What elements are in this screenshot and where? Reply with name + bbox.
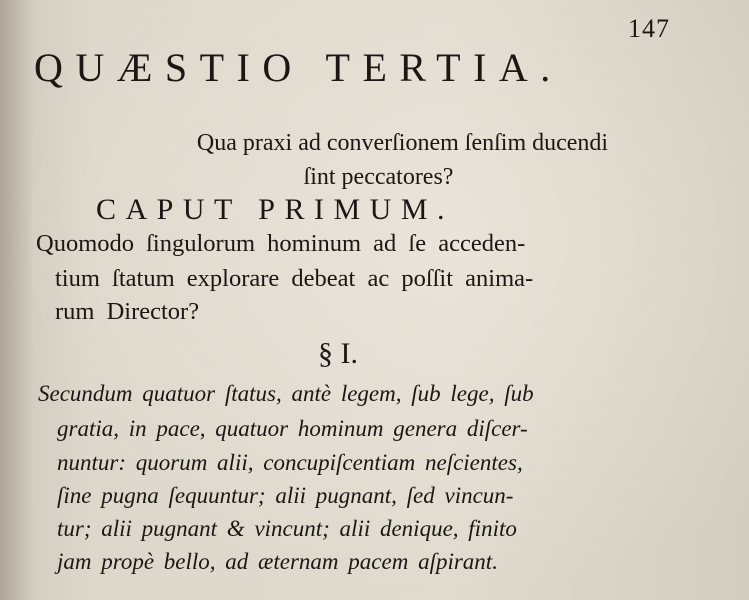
body-text-line: jam propè bello, ad æternam pacem aſpirant. [57,549,498,574]
question-subtitle-line: Qua praxi ad converſionem ſenſim ducendi [196,130,609,156]
body-text-line: tur; alii pugnant & vincunt; alii denique, finito [57,516,517,541]
chapter-question-line: tium ſtatum explorare debeat ac poſſit anima- [55,265,534,292]
question-subtitle-line: ſint peccatores? [303,164,454,190]
chapter-heading: CAPUT PRIMUM. [96,193,455,226]
page-number: 147 [628,14,670,43]
body-text-line: gratia, in pace, quatuor hominum genera diſcer- [57,416,528,441]
chapter-question-line: rum Director? [55,298,200,325]
question-heading: QUÆSTIO TERTIA. [34,45,563,90]
section-heading: § I. [318,337,358,370]
body-text-line: nuntur: quorum alii, concupiſcentiam neſcientes, [57,450,523,475]
body-text-line: ſine pugna ſequuntur; alii pugnant, ſed vincun- [57,483,514,508]
body-text-line: Secundum quatuor ſtatus, antè legem, ſub lege, ſub [38,381,534,406]
chapter-question-line: Quomodo ſingulorum hominum ad ſe acceden- [36,230,526,257]
page-gutter-shadow [0,0,34,600]
